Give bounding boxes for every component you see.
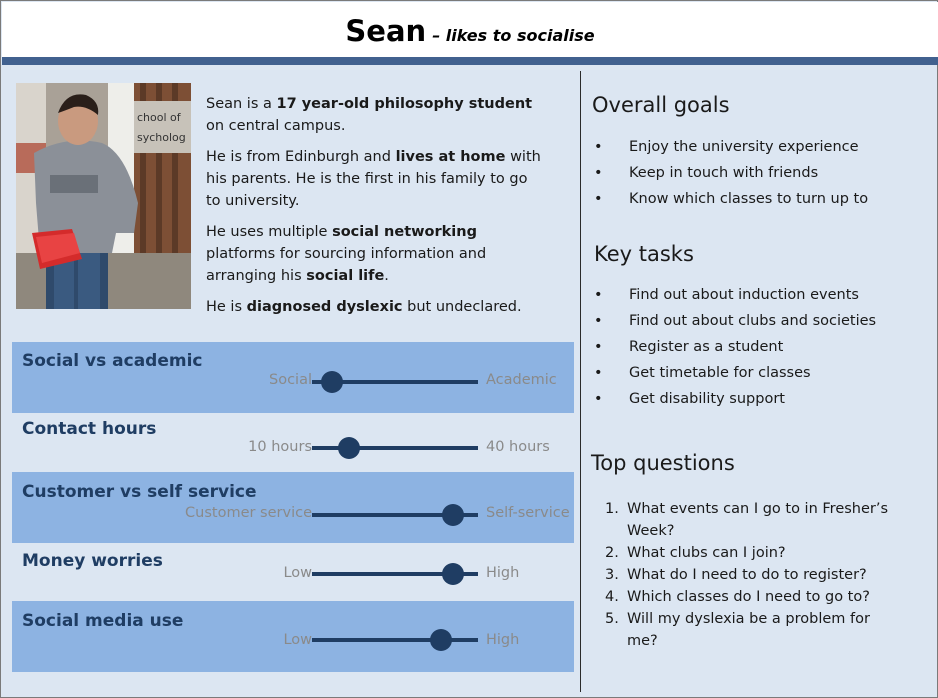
overall-goals-list [593, 134, 868, 212]
list-item: • Find out about induction events [593, 282, 876, 308]
slider-knob [430, 629, 452, 651]
bio-paragraph: He is diagnosed dyslexic but undeclared. [206, 299, 522, 315]
key-tasks-list [593, 282, 876, 412]
persona-tagline: – likes to socialise [432, 26, 595, 45]
slider-customer-vs-self-service [12, 472, 574, 543]
slider-track [312, 638, 478, 642]
list-item: 3. What do I need to do to register? [605, 567, 867, 583]
bio [206, 93, 546, 327]
slider-track [312, 446, 478, 450]
slider-right-label: High [486, 565, 520, 581]
slider-knob [442, 504, 464, 526]
top-questions-title: Top questions [591, 451, 735, 475]
slider-left-label: 10 hours [248, 439, 312, 455]
slider-title: Social media use [22, 611, 184, 631]
slider-knob [321, 371, 343, 393]
slider-left-label: Low [283, 632, 312, 648]
header-accent-bar [2, 57, 938, 65]
list-item: 5. Will my dyslexia be a problem for me? [605, 611, 870, 649]
top-questions-list [593, 498, 893, 652]
header [2, 2, 938, 57]
list-item: • Know which classes to turn up to [593, 186, 868, 212]
list-item: 1. What events can I go to in Fresher’s Week? [605, 501, 889, 539]
slider-knob [442, 563, 464, 585]
svg-text:chool of: chool of [137, 111, 181, 124]
slider-social-media-use [12, 601, 574, 672]
list-item: • Get timetable for classes [593, 360, 876, 386]
slider-track [312, 572, 478, 576]
list-item: 2. What clubs can I join? [605, 545, 786, 561]
slider-right-label: Self-service [486, 505, 570, 521]
slider-right-label: 40 hours [486, 439, 550, 455]
list-item: • Find out about clubs and societies [593, 308, 876, 334]
slider-social-vs-academic [12, 342, 574, 413]
slider-track [312, 513, 478, 517]
slider-title: Customer vs self service [22, 482, 257, 502]
slider-title: Contact hours [22, 419, 157, 439]
persona-photo [16, 83, 191, 309]
key-tasks-title: Key tasks [594, 242, 694, 266]
bio-paragraph: He uses multiple social networking platforms for sourcing information and arranging his social life. [206, 224, 487, 284]
list-item: • Register as a student [593, 334, 876, 360]
slider-left-label: Social [269, 372, 312, 388]
list-item: • Enjoy the university experience [593, 134, 868, 160]
list-item: • Keep in touch with friends [593, 160, 868, 186]
slider-title: Money worries [22, 551, 163, 571]
persona-name: Sean [345, 14, 427, 48]
list-item: • Get disability support [593, 386, 876, 412]
svg-text:sycholog: sycholog [137, 131, 186, 144]
list-item: 4. Which classes do I need to go to? [605, 589, 870, 605]
slider-right-label: High [486, 632, 520, 648]
slider-left-label: Customer service [185, 505, 312, 521]
overall-goals-title: Overall goals [592, 93, 730, 117]
slider-knob [338, 437, 360, 459]
slider-title: Social vs academic [22, 351, 203, 371]
column-divider [580, 71, 581, 692]
slider-track [312, 380, 478, 384]
slider-left-label: Low [283, 565, 312, 581]
bio-paragraph: Sean is a 17 year-old philosophy student on central campus. [206, 96, 533, 134]
bio-paragraph: He is from Edinburgh and lives at home with his parents. He is the first in his family to go to university. [206, 149, 541, 209]
slider-right-label: Academic [486, 372, 557, 388]
